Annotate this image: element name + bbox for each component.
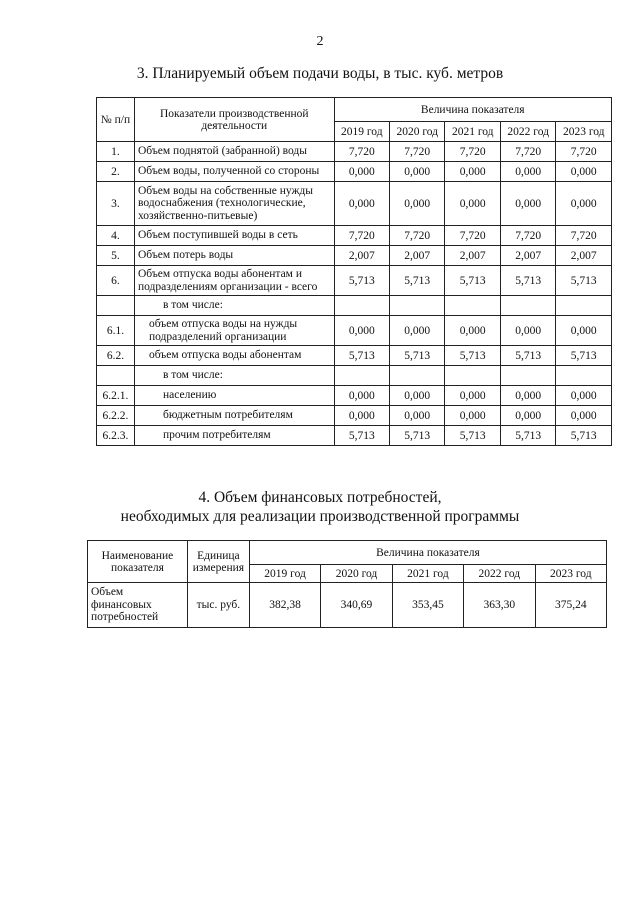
financial-needs-table (87, 540, 607, 628)
row-value: 0,000 (556, 406, 612, 426)
row-value: 0,000 (334, 386, 389, 406)
row-value: 0,000 (556, 386, 612, 406)
row-value: 5,713 (445, 346, 500, 366)
row-value: 0,000 (445, 316, 500, 346)
header-year: 2021 год (392, 565, 463, 583)
row-value: 0,000 (334, 182, 389, 226)
row-value: 5,713 (334, 426, 389, 446)
row-value: 2,007 (500, 246, 555, 266)
row-value: 0,000 (334, 406, 389, 426)
row-value: 7,720 (445, 142, 500, 162)
row-value (390, 366, 445, 386)
row-value: 7,720 (390, 142, 445, 162)
row-value: 0,000 (445, 182, 500, 226)
row-number: 5. (97, 246, 135, 266)
header-year: 2019 год (249, 565, 320, 583)
table-row (88, 583, 607, 628)
row-name: Объем поступившей воды в сеть (134, 226, 334, 246)
table-row (97, 266, 612, 296)
row-name: Объем воды, полученной со стороны (134, 162, 334, 182)
row-number: 6.2.3. (97, 426, 135, 446)
table-row (97, 426, 612, 446)
row-value: 7,720 (334, 142, 389, 162)
table-row (97, 182, 612, 226)
row-value: 2,007 (390, 246, 445, 266)
table-row (97, 406, 612, 426)
row-value (445, 366, 500, 386)
header-year: 2020 год (321, 565, 392, 583)
row-value: 0,000 (445, 406, 500, 426)
row-number (97, 366, 135, 386)
row-number (97, 296, 135, 316)
table-row (97, 142, 612, 162)
row-name: объем отпуска воды на нужды подразделений организации (134, 316, 334, 346)
row-value (500, 366, 555, 386)
row-value: 5,713 (500, 426, 555, 446)
row-value: 353,45 (392, 583, 463, 628)
row-value: 382,38 (249, 583, 320, 628)
row-value: 0,000 (334, 316, 389, 346)
row-name: объем отпуска воды абонентам (134, 346, 334, 366)
row-value: 5,713 (556, 346, 612, 366)
row-name: в том числе: (134, 366, 334, 386)
row-number: 6. (97, 266, 135, 296)
table-row (97, 246, 612, 266)
header-indicators: Показатели производственной деятельности (134, 98, 334, 142)
row-number: 6.2.2. (97, 406, 135, 426)
header-year: 2022 год (464, 565, 535, 583)
row-value: 5,713 (556, 426, 612, 446)
row-value: 0,000 (500, 386, 555, 406)
header-year: 2019 год (334, 122, 389, 142)
row-name: Объем потерь воды (134, 246, 334, 266)
water-supply-table (96, 97, 612, 446)
row-value: 363,30 (464, 583, 535, 628)
row-value: 340,69 (321, 583, 392, 628)
row-value: 7,720 (556, 226, 612, 246)
row-value: 2,007 (556, 246, 612, 266)
row-value: 7,720 (334, 226, 389, 246)
row-value: 0,000 (445, 162, 500, 182)
header-unit: Единица измерения (187, 541, 249, 583)
row-value: 375,24 (535, 583, 606, 628)
row-name: населению (134, 386, 334, 406)
header-year: 2023 год (556, 122, 612, 142)
row-value: 0,000 (556, 182, 612, 226)
row-value (556, 366, 612, 386)
row-value: 0,000 (556, 316, 612, 346)
row-value: 0,000 (556, 162, 612, 182)
table-row (97, 162, 612, 182)
row-value: 0,000 (390, 316, 445, 346)
row-value: 0,000 (445, 386, 500, 406)
row-number: 6.1. (97, 316, 135, 346)
row-number: 1. (97, 142, 135, 162)
row-value: 2,007 (445, 246, 500, 266)
row-number: 6.2. (97, 346, 135, 366)
row-value (500, 296, 555, 316)
table-row (97, 296, 612, 316)
table-row (97, 386, 612, 406)
row-number: 4. (97, 226, 135, 246)
header-year: 2022 год (500, 122, 555, 142)
row-unit: тыс. руб. (187, 583, 249, 628)
row-value: 2,007 (334, 246, 389, 266)
row-value: 7,720 (390, 226, 445, 246)
header-year: 2023 год (535, 565, 606, 583)
row-value: 7,720 (445, 226, 500, 246)
table-row (97, 366, 612, 386)
row-name: Объем финансовых потребностей (88, 583, 188, 628)
header-value: Величина показателя (334, 98, 611, 122)
row-value: 0,000 (500, 182, 555, 226)
row-number: 2. (97, 162, 135, 182)
header-num: № п/п (97, 98, 135, 142)
row-name: в том числе: (134, 296, 334, 316)
section-4-title-line2: необходимых для реализации производственной программы (120, 508, 520, 525)
section-4-title-line1: 4. Объем финансовых потребностей, (198, 489, 442, 506)
row-name: Объем поднятой (забранной) воды (134, 142, 334, 162)
row-name: бюджетным потребителям (134, 406, 334, 426)
header-indicator-name: Наименование показателя (88, 541, 188, 583)
row-value: 0,000 (390, 386, 445, 406)
row-value: 5,713 (445, 426, 500, 446)
section-3-title: 3. Планируемый объем подачи воды, в тыс. куб. метров (136, 65, 504, 82)
row-value: 0,000 (500, 162, 555, 182)
row-value (556, 296, 612, 316)
row-number: 6.2.1. (97, 386, 135, 406)
row-value: 0,000 (390, 182, 445, 226)
row-value: 5,713 (334, 346, 389, 366)
row-value: 7,720 (556, 142, 612, 162)
row-value: 5,713 (445, 266, 500, 296)
row-value: 5,713 (390, 266, 445, 296)
table-row (97, 346, 612, 366)
row-value: 7,720 (500, 142, 555, 162)
row-value: 5,713 (500, 346, 555, 366)
row-value: 5,713 (390, 426, 445, 446)
row-value: 5,713 (556, 266, 612, 296)
table-row (97, 316, 612, 346)
row-value: 7,720 (500, 226, 555, 246)
row-value: 0,000 (500, 316, 555, 346)
row-value: 5,713 (390, 346, 445, 366)
row-value: 0,000 (390, 406, 445, 426)
row-value: 5,713 (500, 266, 555, 296)
row-name: Объем воды на собственные нужды водоснабжения (технологические, хозяйственно-питьевые) (134, 182, 334, 226)
header-year: 2020 год (390, 122, 445, 142)
row-name: Объем отпуска воды абонентам и подразделениям организации - всего (134, 266, 334, 296)
table-row (97, 226, 612, 246)
header-value: Величина показателя (249, 541, 606, 565)
section-4-title (0, 488, 640, 526)
row-value: 5,713 (334, 266, 389, 296)
row-name: прочим потребителям (134, 426, 334, 446)
page-number: 2 (316, 34, 324, 49)
row-value (445, 296, 500, 316)
header-year: 2021 год (445, 122, 500, 142)
row-value: 0,000 (390, 162, 445, 182)
row-value (334, 366, 389, 386)
row-value (390, 296, 445, 316)
row-value: 0,000 (500, 406, 555, 426)
row-value: 0,000 (334, 162, 389, 182)
row-number: 3. (97, 182, 135, 226)
row-value (334, 296, 389, 316)
